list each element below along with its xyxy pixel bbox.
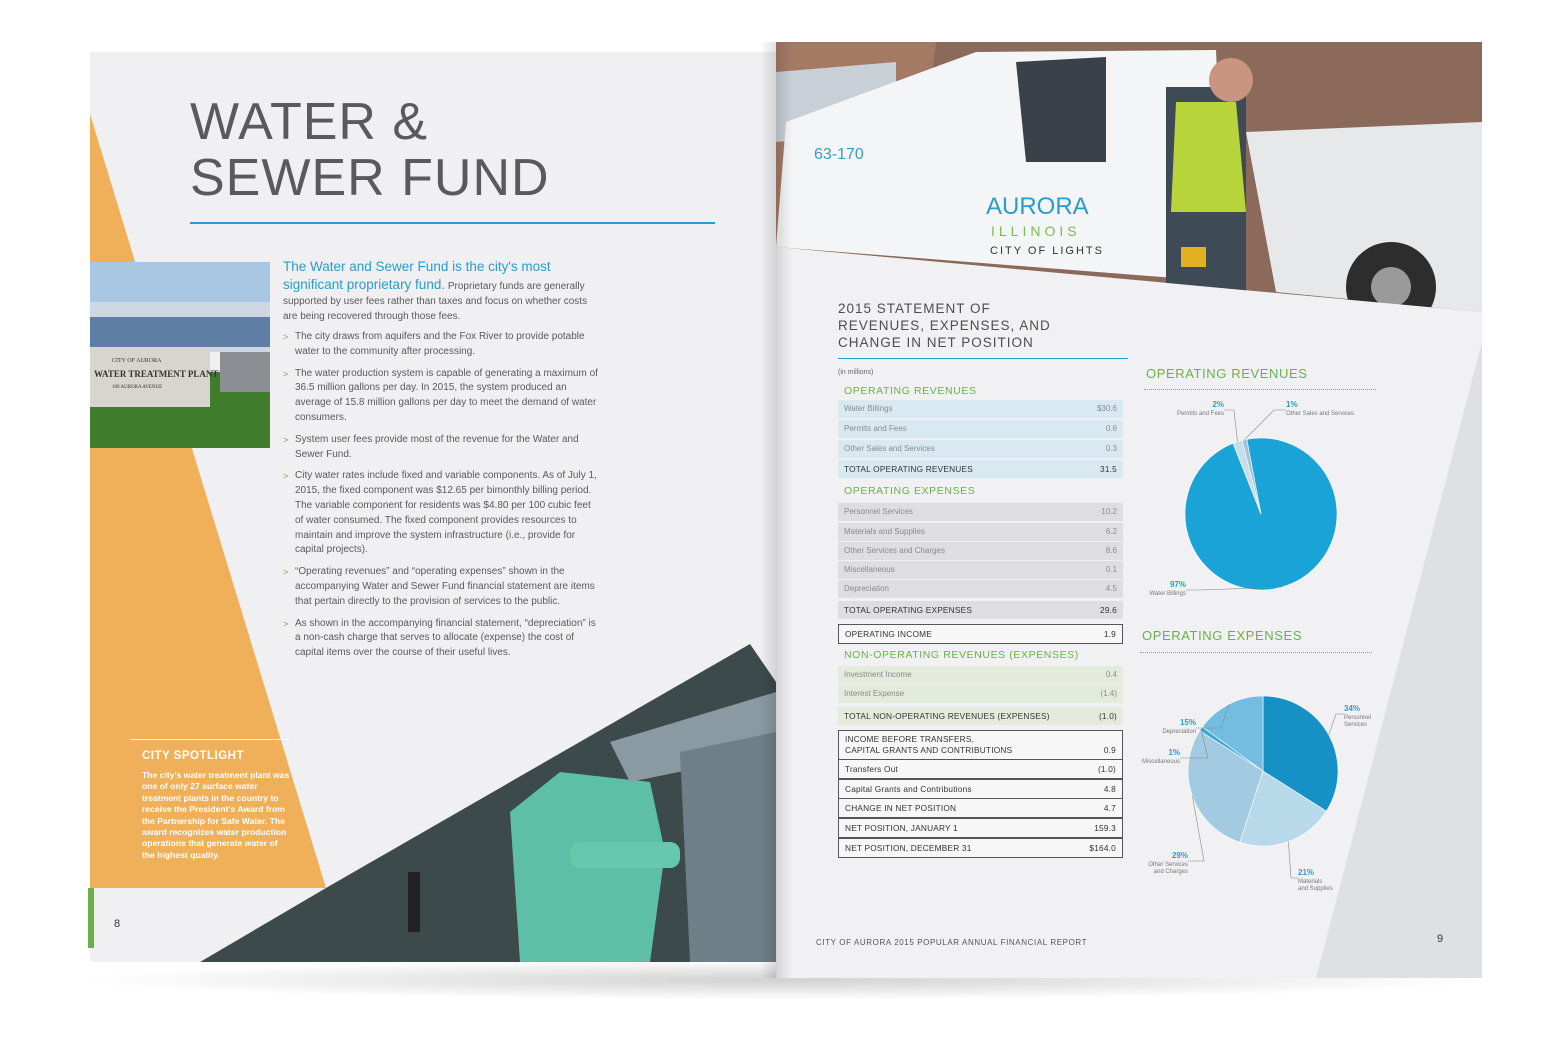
table-row — [838, 759, 1123, 779]
statement-title — [838, 300, 1051, 351]
bullet-text: City water rates include fixed and variable components. As of July 1, 2015, the fixed component was $12.65 per bimonthly billing period. The variable component for residents was $4.80 per 100 cubic feet of water consumed. The fixed component provides resources to maintain and improve the system infrastructure (i.e., provide for capital projects). — [295, 470, 597, 556]
table-row-total — [838, 460, 1123, 478]
table-row — [838, 818, 1123, 838]
row-value: 0.1 — [1105, 565, 1117, 574]
statement-rule — [838, 358, 1128, 359]
worker-device — [1181, 247, 1206, 267]
operating-expenses-heading: OPERATING EXPENSES — [844, 485, 976, 497]
row-value: 6.2 — [1105, 527, 1117, 536]
pie-slice-label: Other Services — [1148, 862, 1188, 868]
pie-percent-label: 34% — [1344, 704, 1361, 713]
row-label: CHANGE IN NET POSITION — [845, 803, 957, 813]
bullet-text: System user fees provide most of the revenue for the Water and Sewer Fund. — [295, 433, 579, 460]
row-label-line-1: INCOME BEFORE TRANSFERS, — [845, 734, 975, 744]
table-row-total — [838, 707, 1123, 725]
row-label: OPERATING INCOME — [845, 629, 932, 639]
pie-slice-label: Water Billings — [1149, 591, 1186, 597]
list-item — [283, 617, 598, 661]
intro-lead: The Water and Sewer Fund is the city's most significant proprietary fund. — [283, 259, 551, 292]
arrow-icon: > — [283, 618, 289, 629]
spotlight-title: CITY SPOTLIGHT — [142, 750, 244, 762]
intro-paragraph — [283, 258, 603, 324]
leader-line — [1224, 410, 1238, 442]
wheel-hub — [1371, 267, 1411, 307]
row-label: Transfers Out — [845, 764, 899, 774]
logo-aurora: AURORA — [986, 193, 1089, 220]
row-label: TOTAL OPERATING REVENUES — [844, 464, 973, 474]
expenses-chart-rule — [1140, 652, 1372, 653]
green-pipe — [570, 842, 680, 868]
row-value: 31.5 — [1100, 464, 1117, 474]
pie-percent-label: 21% — [1298, 868, 1315, 877]
spotlight-rule — [130, 739, 290, 740]
arrow-icon: > — [283, 368, 289, 379]
bullet-text: The city draws from aquifers and the Fox River to provide potable water to the community after processing. — [295, 331, 585, 357]
row-value: 8.6 — [1105, 546, 1117, 555]
list-item — [283, 330, 598, 360]
pie-slice-label: Depreciation — [1162, 729, 1196, 735]
row-label — [845, 734, 1012, 756]
pie-slice-label: Services — [1344, 722, 1368, 728]
revenues-pie-chart — [1116, 392, 1406, 622]
bullet-list — [283, 330, 598, 668]
row-value: 4.5 — [1105, 584, 1117, 593]
table-row — [838, 666, 1123, 684]
leader-line — [1329, 714, 1344, 735]
arrow-icon: > — [283, 434, 289, 445]
row-value: $30.6 — [1096, 404, 1117, 413]
row-label: Personnel Services — [844, 507, 913, 516]
row-value: (1.0) — [1098, 711, 1117, 721]
row-value: 0.3 — [1105, 444, 1117, 453]
safety-vest — [1171, 102, 1246, 212]
row-value: 4.7 — [1103, 803, 1116, 813]
row-value: 0.9 — [1103, 745, 1116, 755]
spotlight-text: The city's water treatment plant was one of only 27 surface water treatment plants in the country to receive the President's Award from the Partnership for Safe Water. The award recognizes water production operations that generate water of the highest quality. — [142, 770, 290, 860]
intro-body: Proprietary funds are generally supported by user fees rather than taxes and focus on whether costs are being recovered through those fees. — [283, 281, 588, 322]
worker-head — [1209, 58, 1253, 102]
bullet-text: The water production system is capable of generating a maximum of 36.5 million gallons per day. In 2015, the system produced an average of 15.8 million gallons per day to meet the demand of water consumers. — [295, 367, 598, 423]
left-page — [90, 52, 776, 962]
operating-revenues-heading: OPERATING REVENUES — [844, 385, 977, 397]
row-label: Materials and Supplies — [844, 527, 925, 536]
bullet-text: “Operating revenues” and “operating expenses” shown in the accompanying Water and Sewer Fund financial statement are items that pertain directly to the provision of services to the public. — [295, 566, 595, 607]
logo-tagline: CITY OF LIGHTS — [990, 245, 1104, 257]
page-title — [190, 94, 550, 206]
pie-slice-label: and Charges — [1153, 869, 1188, 875]
table-row — [838, 440, 1123, 458]
row-label: Permits and Fees — [844, 424, 907, 433]
table-row-total — [838, 601, 1123, 619]
statement-title-line-1: 2015 STATEMENT OF — [838, 301, 991, 316]
pie-slice-label: and Supplies — [1298, 886, 1333, 892]
pie-slice-label: Materials — [1298, 879, 1323, 885]
row-value: 0.6 — [1105, 424, 1117, 433]
statement-title-line-2: REVENUES, EXPENSES, AND — [838, 318, 1051, 333]
title-line-2: SEWER FUND — [190, 149, 550, 207]
list-item — [283, 367, 598, 426]
pie-slice-label: Personnel — [1344, 715, 1372, 721]
pie-slice-label: Miscellaneous — [1141, 759, 1180, 765]
table-row — [838, 542, 1123, 560]
row-label: NET POSITION, DECEMBER 31 — [845, 843, 972, 853]
row-value: 0.4 — [1105, 670, 1117, 679]
row-value: 10.2 — [1101, 507, 1117, 516]
table-row-operating-income — [838, 624, 1123, 644]
arrow-icon: > — [283, 471, 289, 482]
row-label: TOTAL OPERATING EXPENSES — [844, 605, 973, 615]
expenses-pie-chart — [1116, 656, 1416, 892]
plant-sign-line-2: WATER TREATMENT PLANT — [94, 369, 219, 379]
row-value: $164.0 — [1089, 843, 1116, 853]
leader-line — [1288, 842, 1298, 878]
row-value: 4.8 — [1103, 784, 1116, 794]
list-item — [283, 469, 598, 558]
pie-percent-label: 29% — [1171, 851, 1188, 860]
table-row — [838, 685, 1123, 703]
table-row — [838, 838, 1123, 858]
expenses-chart-title: OPERATING EXPENSES — [1142, 628, 1303, 643]
table-row — [838, 561, 1123, 579]
list-item — [283, 565, 598, 609]
arrow-icon: > — [283, 567, 289, 578]
row-value: 159.3 — [1094, 823, 1116, 833]
row-label: Interest Expense — [844, 689, 905, 698]
table-row — [838, 400, 1123, 418]
table-row — [838, 580, 1123, 598]
row-label: Capital Grants and Contributions — [845, 784, 972, 794]
pie-percent-label: 15% — [1179, 718, 1196, 727]
revenues-chart-rule — [1144, 389, 1376, 390]
table-row — [838, 420, 1123, 438]
title-rule — [190, 222, 715, 224]
page-number-left: 8 — [114, 918, 121, 930]
row-label: Other Sales and Services — [844, 444, 935, 453]
statement-title-line-3: CHANGE IN NET POSITION — [838, 335, 1034, 350]
row-label: Water Billings — [844, 404, 893, 413]
truck-number: 63-170 — [814, 146, 864, 163]
row-label: Depreciation — [844, 584, 889, 593]
plant-sign-line-3: 100 AURORA AVENUE — [112, 385, 163, 390]
row-label: Other Services and Charges — [844, 546, 945, 555]
units-note: (in millions) — [838, 369, 874, 376]
arrow-icon: > — [283, 332, 289, 342]
revenues-chart-title: OPERATING REVENUES — [1146, 366, 1308, 381]
table-row — [838, 779, 1123, 799]
title-line-1: WATER & — [190, 93, 429, 151]
pie-percent-label: 97% — [1169, 580, 1186, 589]
bullet-text: As shown in the accompanying financial statement, “depreciation” is a non-cash charge that serves to allocate (expense) the cost of capital items over the course of their useful lives. — [295, 617, 596, 659]
page-number-right: 9 — [1437, 933, 1444, 945]
pie-percent-label: 2% — [1212, 400, 1224, 409]
report-footer: CITY OF AURORA 2015 POPULAR ANNUAL FINANCIAL REPORT — [816, 938, 1088, 947]
row-label: NET POSITION, JANUARY 1 — [845, 823, 958, 833]
table-row — [838, 503, 1123, 521]
right-page — [776, 42, 1482, 978]
pie-percent-label: 1% — [1286, 400, 1298, 409]
leader-line — [1244, 410, 1286, 440]
row-value: 1.9 — [1103, 629, 1116, 639]
row-label: TOTAL NON-OPERATING REVENUES (EXPENSES) — [844, 711, 1050, 721]
row-label: Investment Income — [844, 670, 912, 679]
table-row — [838, 523, 1123, 541]
row-value: 29.6 — [1100, 605, 1117, 615]
non-operating-heading: NON-OPERATING REVENUES (EXPENSES) — [844, 649, 1079, 661]
row-value: (1.0) — [1097, 764, 1116, 774]
row-value: (1.4) — [1100, 689, 1117, 698]
row-label-line-2: CAPITAL GRANTS AND CONTRIBUTIONS — [845, 745, 1013, 755]
pie-slice-label: Permits and Fees — [1176, 411, 1224, 417]
pie-slice-label: Other Sales and Services — [1286, 411, 1355, 417]
water-plant-photo — [90, 262, 270, 448]
pie-percent-label: 1% — [1168, 748, 1180, 757]
plant-interior — [680, 732, 776, 962]
worker-figure — [408, 872, 420, 932]
truck-window — [1016, 57, 1106, 162]
table-row-income-before-transfers — [838, 730, 1123, 760]
row-label: Miscellaneous — [844, 565, 895, 574]
table-row — [838, 798, 1123, 818]
green-edge — [88, 888, 94, 948]
plant-sign-line-1: CITY OF AURORA — [112, 358, 162, 364]
logo-illinois: ILLINOIS — [991, 223, 1081, 239]
list-item — [283, 433, 598, 463]
